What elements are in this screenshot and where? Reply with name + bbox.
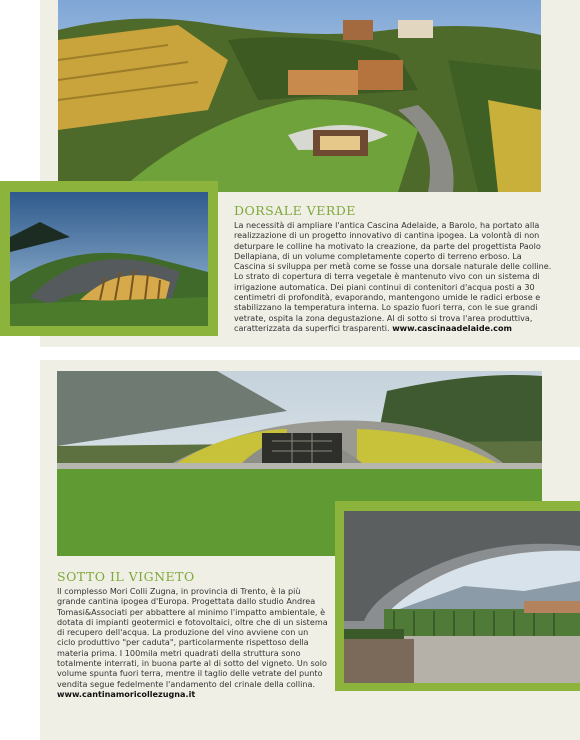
article-body-text: Il complesso Mori Colli Zugna, in provincia di Trento, è la più grande cantina ipogea d'Europa. Progettata dallo studio Andrea Tomasi&Associati per abbattere al minimo l'impatto ambientale, è dotata di impianti geotermici e fotovoltaici, oltre che di un sistema di recupero dell'acqua. La produzione del vino avviene con un ciclo produttivo "per caduta", particolarmente rispettoso della materia prima. I 100mila metri quadrati della struttura sono totalmente interrati, in buona parte al di sotto del vigneto. Un solo volume spunta fuori terra, mentre il taglio delle vetrate del punto vendita segue fedelmente l'andamento del crinale della collina. [57, 586, 328, 689]
cascina-adelaide-night-photo [10, 192, 208, 326]
article-website-link[interactable]: www.cantinamoricollezugna.it [57, 688, 196, 699]
article-body [57, 586, 329, 699]
article-body [234, 220, 554, 333]
article-headline: DORSALE VERDE [234, 203, 356, 218]
mori-colli-zugna-arch-view-photo [344, 511, 580, 683]
article-headline: SOTTO IL VIGNETO [57, 569, 195, 584]
cascina-adelaide-hillside-photo [58, 0, 541, 192]
article-website-link[interactable]: www.cascinaadelaide.com [392, 322, 512, 333]
article-body-text: La necessità di ampliare l'antica Cascina Adelaide, a Barolo, ha portato alla realizzazione di un progetto innovativo di cantina ipogea. La volontà di non deturpare le colline ha motivato la creazione, da parte del progettista Paolo Dellapiana, di un volume completamente coperto di terreno erboso. La Cascina si sviluppa per metà come se fosse una dorsale naturale delle colline. Lo strato di copertura di terra vegetale è mantenuto vivo con un sistema di irrigazione automatica. Dei piani continui di contenitori d'acqua posti a 30 centimetri di profondità, evaporando, mantengono umide le radici erbose e stabilizzano la temperatura interna. Lo spazio fuori terra, con le sue grandi vetrate, ospita la zona degustazione. Al di sotto si trova l'area produttiva, caratterizzata da superfici trasparenti. [234, 220, 552, 333]
